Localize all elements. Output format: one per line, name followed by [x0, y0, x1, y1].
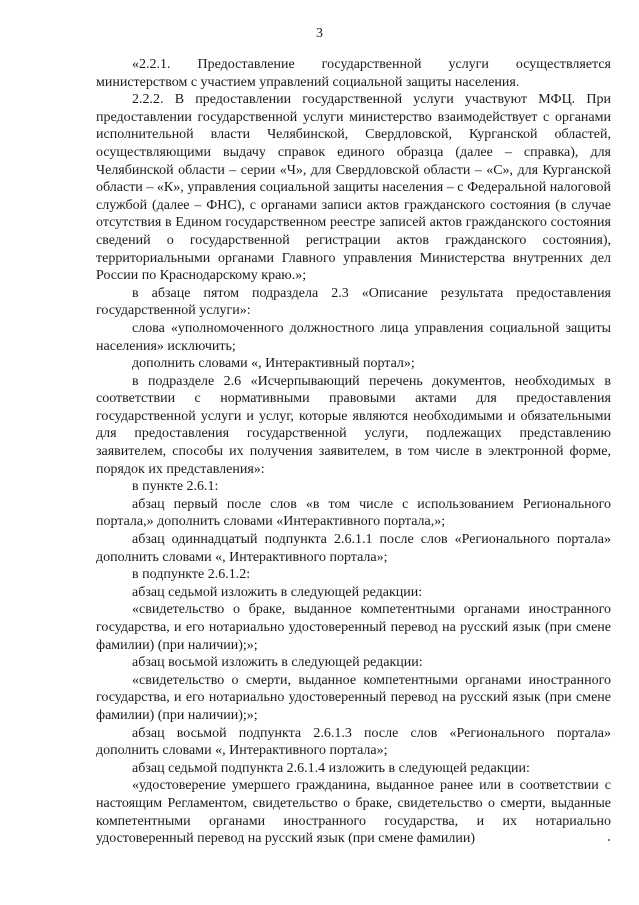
paragraph: в подпункте 2.6.1.2:	[132, 567, 251, 583]
paragraph: абзац седьмой изложить в следующей редакции:	[132, 584, 423, 600]
paragraph: в абзаце пятом подраздела 2.3 «Описание результата предоставления государственной услуги»:	[96, 285, 611, 319]
paragraph: дополнить словами «, Интерактивный портал»;	[132, 356, 415, 372]
paragraph: абзац первый после слов «в том числе с использованием Регионального портала,» дополнить словами «Интерактивного портала,»;	[96, 496, 611, 530]
page-number: 3	[316, 26, 323, 41]
paragraph: в пункте 2.6.1:	[132, 479, 219, 495]
paragraph: абзац седьмой подпункта 2.6.1.4 изложить в следующей редакции:	[132, 760, 530, 776]
paragraph: абзац восьмой подпункта 2.6.1.3 после слов «Регионального портала» дополнить словами «, Интерактивного портала»;	[96, 725, 611, 759]
paragraph: «удостоверение умершего гражданина, выданное ранее или в соответствии с настоящим Регламентом, свидетельство о браке, свидетельство о смерти, выданные компетентными органами иностранного государства, и их нотариально удостоверенный перевод на русский язык (при смене фамилии)	[96, 778, 611, 847]
document-body	[96, 56, 611, 848]
paragraph: «свидетельство о смерти, выданное компетентными органами иностранного государства, и его нотариально удостоверенный перевод на русский язык (при смене фамилии) (при наличии);»;	[96, 672, 611, 723]
paragraph: слова «уполномоченного должностного лица управления социальной защиты населения» исключить;	[96, 320, 611, 354]
paragraph: абзац восьмой изложить в следующей редакции:	[132, 655, 423, 671]
paragraph: «2.2.1. Предоставление государственной услуги осуществляется министерством с участием управлений социальной защиты населения.	[96, 57, 611, 90]
scan-speck	[608, 839, 610, 841]
paragraph: 2.2.2. В предоставлении государственной услуги участвуют МФЦ. При предоставлении государственной услуги министерство взаимодействует с органами исполнительной власти Челябинской, Свердловской, Курганской областей, осуществляющими выдачу справок единого образца (далее – справка), для Челябинской области – серии «Ч», для Свердловской области – «С», для Курганской области – «К», управления социальной защиты населения – с Федеральной налоговой службой (далее – ФНС), с органами записи актов гражданского состояния (в случае отсутствия в Едином государственном реестре записей актов гражданского состояния сведений о государственной регистрации актов гражданского состояния), территориальными органами Главного управления Министерства внутренних дел России по Краснодарскому краю.»;	[96, 92, 611, 284]
paragraph: «свидетельство о браке, выданное компетентными органами иностранного государства, и его нотариально удостоверенный перевод на русский язык (при смене фамилии) (при наличии);»;	[96, 602, 611, 653]
paragraph: в подразделе 2.6 «Исчерпывающий перечень документов, необходимых в соответствии с нормативными правовыми актами для предоставления государственной услуги и услуг, которые являются необходимыми и обязательными для предоставления государственной услуги, подлежащих представлению заявителем, способы их получения заявителем, в том числе в электронной форме, порядок их представления»:	[96, 373, 611, 477]
paragraph: абзац одиннадцатый подпункта 2.6.1.1 после слов «Регионального портала» дополнить словами «, Интерактивного портала»;	[96, 532, 611, 565]
